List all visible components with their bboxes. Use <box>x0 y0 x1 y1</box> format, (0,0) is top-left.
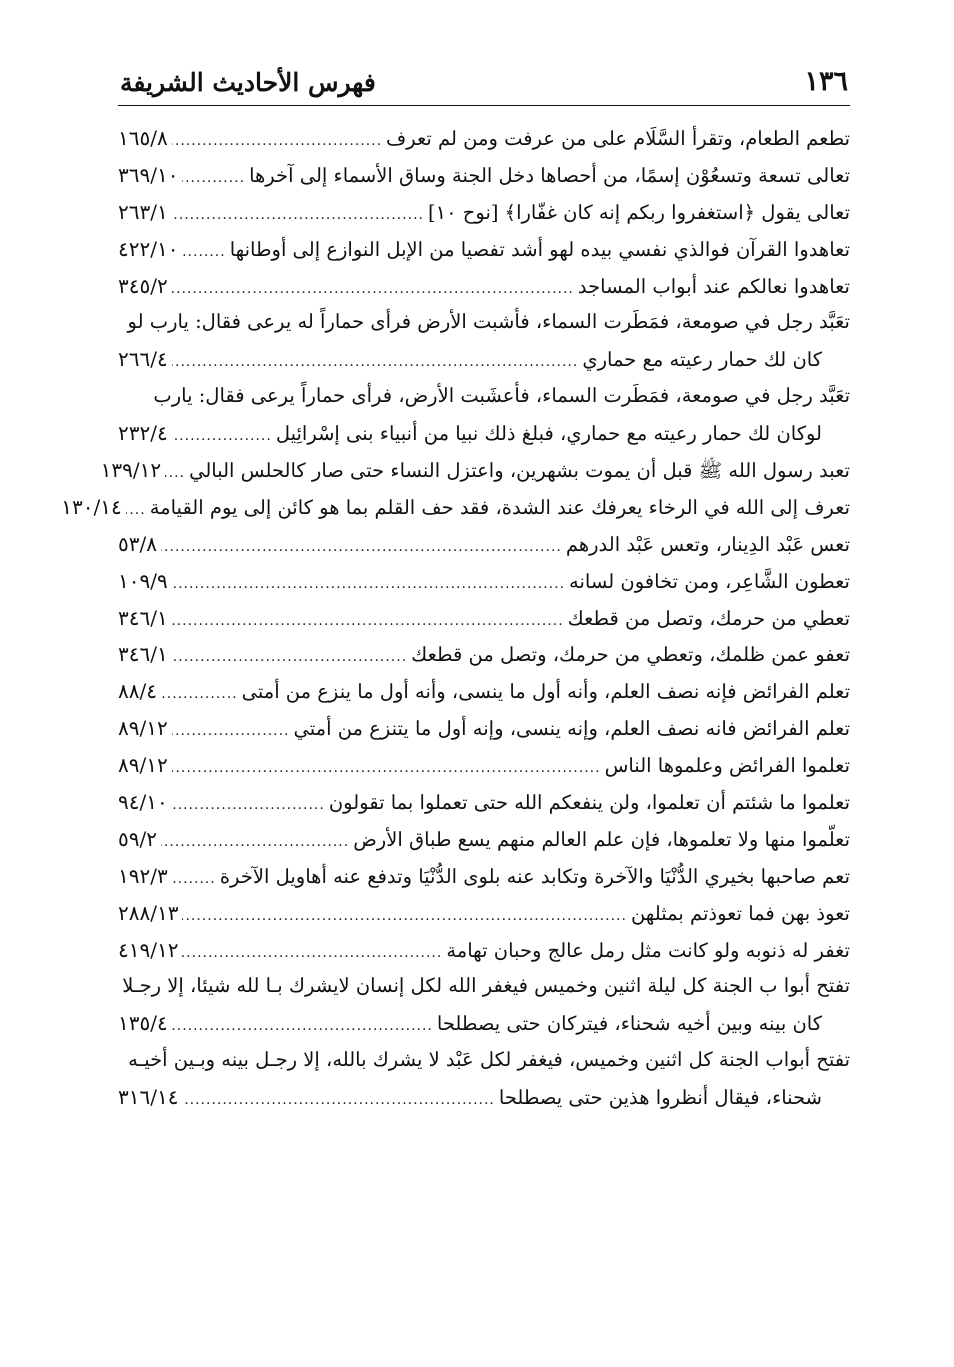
volume-page-reference: ٣١٦/١٤ <box>118 1085 179 1110</box>
volume-page-reference: ٣٤٦/١ <box>118 605 168 630</box>
volume-page-reference: ٩٤/١٠ <box>118 790 168 815</box>
hadith-text: تفتح أبواب الجنة كل اثنين وخميس، فيغفر لكل عَبْد لا يشرك بالله، إلا رجـل بينه وبـين أخيـه <box>128 1048 850 1072</box>
volume-page-reference: ٢٦٣/١ <box>118 199 168 224</box>
index-entry <box>118 821 850 858</box>
index-entry <box>118 932 850 969</box>
hadith-text: كان لك حمار رعيته مع حماري <box>582 348 822 372</box>
leader-dots <box>172 750 601 787</box>
volume-page-reference: ٨٩/١٢ <box>118 753 168 778</box>
hadith-text: تعبد رسول الله ﷺ قبل أن يموت بشهرين، واعتزل النساء حتى صار كالحلس البالي <box>189 459 850 483</box>
volume-page-reference: ٥٩/٢ <box>118 826 157 851</box>
leader-dots <box>165 455 185 492</box>
leader-dots <box>182 234 225 271</box>
entry-line <box>118 120 850 157</box>
entry-line <box>118 1079 850 1116</box>
page-title: فهرس الأحاديث الشريفة <box>120 68 376 97</box>
hadith-text: تعلموا ما شئتم أن تعلموا، ولن ينفعكم الله حتى تعملوا بما تقولون <box>328 791 850 815</box>
hadith-text: تعس عَبْد الدِينار، وتعس عَبْد الدرهم <box>565 532 850 556</box>
index-entry <box>100 452 850 489</box>
hadith-text: تعَبَّد رجل في صومعة، فمَطَرت السماء، فأشبت الأرض فرأى حماراً له يرعى فقال: يارب لو <box>127 310 850 334</box>
leader-dots <box>161 824 349 861</box>
leader-dots <box>172 639 407 676</box>
hadith-text: تعطون الشَّاعِر، ومن تخافون لسانه <box>569 569 850 593</box>
index-entry <box>118 710 850 747</box>
entry-line <box>118 415 850 452</box>
index-entry <box>118 968 850 1042</box>
hadith-text: تعرف إلى الله في الرخاء يعرفك عند الشدة، فقد حف القلم بما هو كائن إلى يوم القيامة <box>149 495 850 519</box>
entry-line <box>118 526 850 563</box>
hadith-text: تغفر له ذنوبه ولو كانت مثل رمل عالج وحبان تهامة <box>446 938 850 962</box>
hadith-text: تعفو عمن ظلمك، وتعطي من حرمك، وتصل من قطعك <box>411 643 850 667</box>
leader-dots <box>172 566 565 603</box>
leader-dots <box>172 418 272 455</box>
hadith-text: تفتح أبوا ب الجنة كل ليلة اثنين وخميس فيغفر الله لكل إنسان لايشرك بـا لله شيئا، إلا رجـلا <box>122 974 850 998</box>
volume-page-reference: ٨٩/١٢ <box>118 716 168 741</box>
hadith-text: تعطي من حرمك، وتصل من قطعك <box>567 606 850 630</box>
leader-dots <box>161 676 238 713</box>
hadith-text: شحناء، فيقال أنظروا هذين حتى يصطلحا <box>498 1086 822 1110</box>
entry-line <box>118 194 850 231</box>
hadith-text: تعاهدوا نعالكم عند أبواب المساجد <box>577 274 850 298</box>
volume-page-reference: ٨٨/٤ <box>118 679 157 704</box>
entry-line <box>118 821 850 858</box>
leader-dots <box>182 898 626 935</box>
volume-page-reference: ٤٢٢/١٠ <box>118 236 179 261</box>
leader-dots <box>172 344 579 381</box>
index-entry <box>118 526 850 563</box>
leader-dots <box>182 935 442 972</box>
volume-page-reference: ٢٣٢/٤ <box>118 421 168 446</box>
index-entry <box>118 858 850 895</box>
hadith-text: تعاهدوا القرآن فوالذي نفسي بيده لهو أشد تفصيا من الإبل النوازع إلى أوطانها <box>229 237 850 261</box>
leader-dots <box>172 123 382 160</box>
entry-line <box>118 304 850 341</box>
leader-dots <box>172 271 574 308</box>
hadith-text: تعلم الفرائض فانه نصف العلم، وإنه ينسى، وإنه أول ما يتنزع من أمتي <box>293 717 850 741</box>
entry-line <box>118 231 850 268</box>
hadith-text: كان بينه وبين أخيه شحناء، فيتركان حتى يصطلحا <box>436 1012 822 1036</box>
entry-line <box>118 341 850 378</box>
hadith-text: تعلم الفرائض فإنه نصف العلم، وأنه أول ما ينسى، وأنه أول ما ينزع من أمتى <box>241 680 850 704</box>
entry-line <box>118 747 850 784</box>
leader-dots <box>172 787 325 824</box>
hadith-index-list <box>61 120 850 1116</box>
entry-line <box>118 1042 850 1079</box>
volume-page-reference: ١٣٥/٤ <box>118 1011 168 1036</box>
entry-line <box>118 858 850 895</box>
index-entry <box>118 1042 850 1116</box>
leader-dots <box>172 197 424 234</box>
entry-line <box>118 563 850 600</box>
entry-line <box>118 673 850 710</box>
leader-dots <box>172 861 216 898</box>
hadith-text: تعم صاحبها بخيري الدُّنْيَا والآخرة وتكابد عنه بلوى الدُّنْيَا وتدفع عنه أهاويل الآخرة <box>219 864 850 888</box>
index-page <box>61 58 850 1116</box>
leader-dots <box>161 529 562 566</box>
entry-line <box>118 378 850 415</box>
volume-page-reference: ٣٤٦/١ <box>118 642 168 667</box>
entry-line <box>118 710 850 747</box>
volume-page-reference: ٤١٩/١٢ <box>118 937 179 962</box>
leader-dots <box>172 713 290 750</box>
index-entry <box>118 120 850 157</box>
hadith-text: تعلّموا منها ولا تعلموها، فإن علم العالم منهم يسع طباق الأرض <box>353 827 850 851</box>
index-entry <box>118 231 850 268</box>
index-entry <box>118 747 850 784</box>
hadith-text: تعوذ بهن فما تعوذتم بمثلهن <box>630 901 850 925</box>
entry-line <box>118 268 850 305</box>
index-entry <box>118 194 850 231</box>
index-entry <box>118 378 850 452</box>
index-entry <box>118 157 850 194</box>
index-entry <box>118 600 850 637</box>
leader-dots <box>172 603 564 640</box>
hadith-text: لوكان لك حمار رعيته مع حماري، فبلغ ذلك نبيا من أنبياء بنى إسْرائِيل <box>275 422 822 446</box>
entry-line <box>100 452 850 489</box>
index-entry <box>118 673 850 710</box>
hadith-text: تعَبَّد رجل في صومعة، فمَطَرت السماء، فأعشَبت الأرض، فرأى حماراً يرعى فقال: يارب <box>153 384 850 408</box>
hadith-text: تعالى تسعة وتسعُوْن إسمًا، من أحصاها دخل الجنة وساق الأسماء إلى آخرها <box>249 163 850 187</box>
volume-page-reference: ٢٦٦/٤ <box>118 347 168 372</box>
volume-page-reference: ١٣٩/١٢ <box>100 458 162 483</box>
page-number: ١٣٦ <box>804 66 848 97</box>
entry-line <box>118 895 850 932</box>
entry-line <box>118 932 850 969</box>
hadith-text: تعلموا الفرائض وعلموها الناس <box>604 754 850 778</box>
entry-line <box>118 784 850 821</box>
volume-page-reference: ١٩٢/٣ <box>118 863 168 888</box>
entry-line <box>118 636 850 673</box>
volume-page-reference: ١٦٥/٨ <box>118 126 168 150</box>
index-entry <box>118 563 850 600</box>
index-entry <box>118 784 850 821</box>
index-entry <box>118 636 850 673</box>
entry-line <box>61 489 850 526</box>
volume-page-reference: ٣٦٩/١٠ <box>118 162 179 187</box>
hadith-text: تعالى يقول ﴿استغفروا ربكم إنه كان غفّارا﴾ [نوح ١٠] <box>428 200 850 224</box>
leader-dots <box>182 160 245 197</box>
entry-line <box>118 1005 850 1042</box>
entry-line <box>118 600 850 637</box>
index-entry <box>118 304 850 378</box>
page-header <box>118 58 850 106</box>
volume-page-reference: ١٠٩/٩ <box>118 568 168 593</box>
entry-line <box>118 968 850 1005</box>
entry-line <box>118 157 850 194</box>
volume-page-reference: ٢٨٨/١٣ <box>118 900 179 925</box>
leader-dots <box>172 1008 433 1045</box>
volume-page-reference: ١٣٠/١٤ <box>61 494 122 519</box>
leader-dots <box>126 492 146 529</box>
index-entry <box>61 489 850 526</box>
volume-page-reference: ٣٤٥/٢ <box>118 273 168 298</box>
volume-page-reference: ٥٣/٨ <box>118 531 157 556</box>
index-entry <box>118 268 850 305</box>
hadith-text: تطعم الطعام، وتقرأ السَّلَام على من عرفت ومن لم تعرف <box>386 127 850 150</box>
index-entry <box>118 895 850 932</box>
leader-dots <box>182 1082 494 1119</box>
